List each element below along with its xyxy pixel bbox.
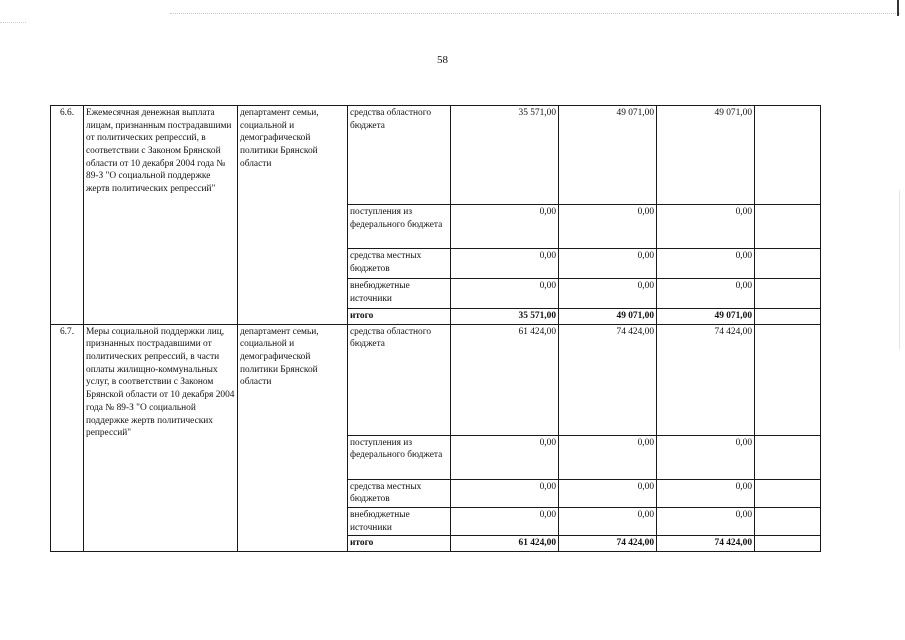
amount-year-1: 0,00 <box>451 279 559 309</box>
funding-source: средства местных бюджетов <box>348 479 451 507</box>
amount-year-3: 0,00 <box>657 249 755 279</box>
empty-cell <box>755 106 821 205</box>
funding-source: поступления из федерального бюджета <box>348 205 451 249</box>
amount-year-2: 0,00 <box>559 479 657 507</box>
scan-artifact-left <box>0 22 26 23</box>
empty-cell <box>755 479 821 507</box>
total-year-3: 49 071,00 <box>657 309 755 325</box>
funding-source: средства областного бюджета <box>348 324 451 435</box>
total-label: итого <box>348 309 451 325</box>
amount-year-3: 0,00 <box>657 479 755 507</box>
total-year-3: 74 424,00 <box>657 536 755 552</box>
amount-year-2: 0,00 <box>559 249 657 279</box>
total-year-1: 35 571,00 <box>451 309 559 325</box>
item-number: 6.6. <box>51 106 84 325</box>
amount-year-3: 0,00 <box>657 279 755 309</box>
funding-source: внебюджетные источники <box>348 508 451 536</box>
scan-edge-shadow <box>899 190 900 350</box>
amount-year-3: 0,00 <box>657 205 755 249</box>
amount-year-2: 49 071,00 <box>559 106 657 205</box>
amount-year-1: 0,00 <box>451 479 559 507</box>
funding-source: поступления из федерального бюджета <box>348 435 451 479</box>
amount-year-2: 0,00 <box>559 279 657 309</box>
measure-description: Меры социальной поддержки лиц, признанных пострадавшими от политических репрессий, в части оплаты жилищно-коммунальных услуг, в соответствии с Законом Брянской области от 10 декабря 2004 года № 89-З "О социальной поддержке жертв политических репрессий" <box>84 324 238 551</box>
scan-artifact-top <box>170 13 900 14</box>
executor: департамент семьи, социальной и демографической политики Брянской области <box>238 324 348 551</box>
scan-edge-mark <box>897 0 899 16</box>
empty-cell <box>755 205 821 249</box>
amount-year-2: 74 424,00 <box>559 324 657 435</box>
amount-year-2: 0,00 <box>559 205 657 249</box>
empty-cell <box>755 435 821 479</box>
amount-year-2: 0,00 <box>559 435 657 479</box>
amount-year-3: 0,00 <box>657 435 755 479</box>
budget-table <box>50 105 821 552</box>
funding-source: средства местных бюджетов <box>348 249 451 279</box>
amount-year-1: 35 571,00 <box>451 106 559 205</box>
amount-year-1: 0,00 <box>451 205 559 249</box>
empty-cell <box>755 536 821 552</box>
amount-year-1: 0,00 <box>451 249 559 279</box>
empty-cell <box>755 324 821 435</box>
empty-cell <box>755 508 821 536</box>
total-year-2: 74 424,00 <box>559 536 657 552</box>
amount-year-1: 61 424,00 <box>451 324 559 435</box>
amount-year-2: 0,00 <box>559 508 657 536</box>
amount-year-3: 0,00 <box>657 508 755 536</box>
funding-source: внебюджетные источники <box>348 279 451 309</box>
total-label: итого <box>348 536 451 552</box>
amount-year-1: 0,00 <box>451 508 559 536</box>
empty-cell <box>755 249 821 279</box>
item-number: 6.7. <box>51 324 84 551</box>
empty-cell <box>755 309 821 325</box>
page-number: 58 <box>437 54 448 66</box>
table-row <box>51 106 821 205</box>
amount-year-3: 74 424,00 <box>657 324 755 435</box>
total-year-2: 49 071,00 <box>559 309 657 325</box>
empty-cell <box>755 279 821 309</box>
amount-year-3: 49 071,00 <box>657 106 755 205</box>
total-year-1: 61 424,00 <box>451 536 559 552</box>
table-row <box>51 324 821 435</box>
executor: департамент семьи, социальной и демографической политики Брянской области <box>238 106 348 325</box>
amount-year-1: 0,00 <box>451 435 559 479</box>
funding-source: средства областного бюджета <box>348 106 451 205</box>
measure-description: Ежемесячная денежная выплата лицам, признанным пострадавшими от политических репрессий, в соответствии с Законом Брянской области от 10 декабря 2004 года № 89-З "О социальной поддержке жертв политических репрессий" <box>84 106 238 325</box>
